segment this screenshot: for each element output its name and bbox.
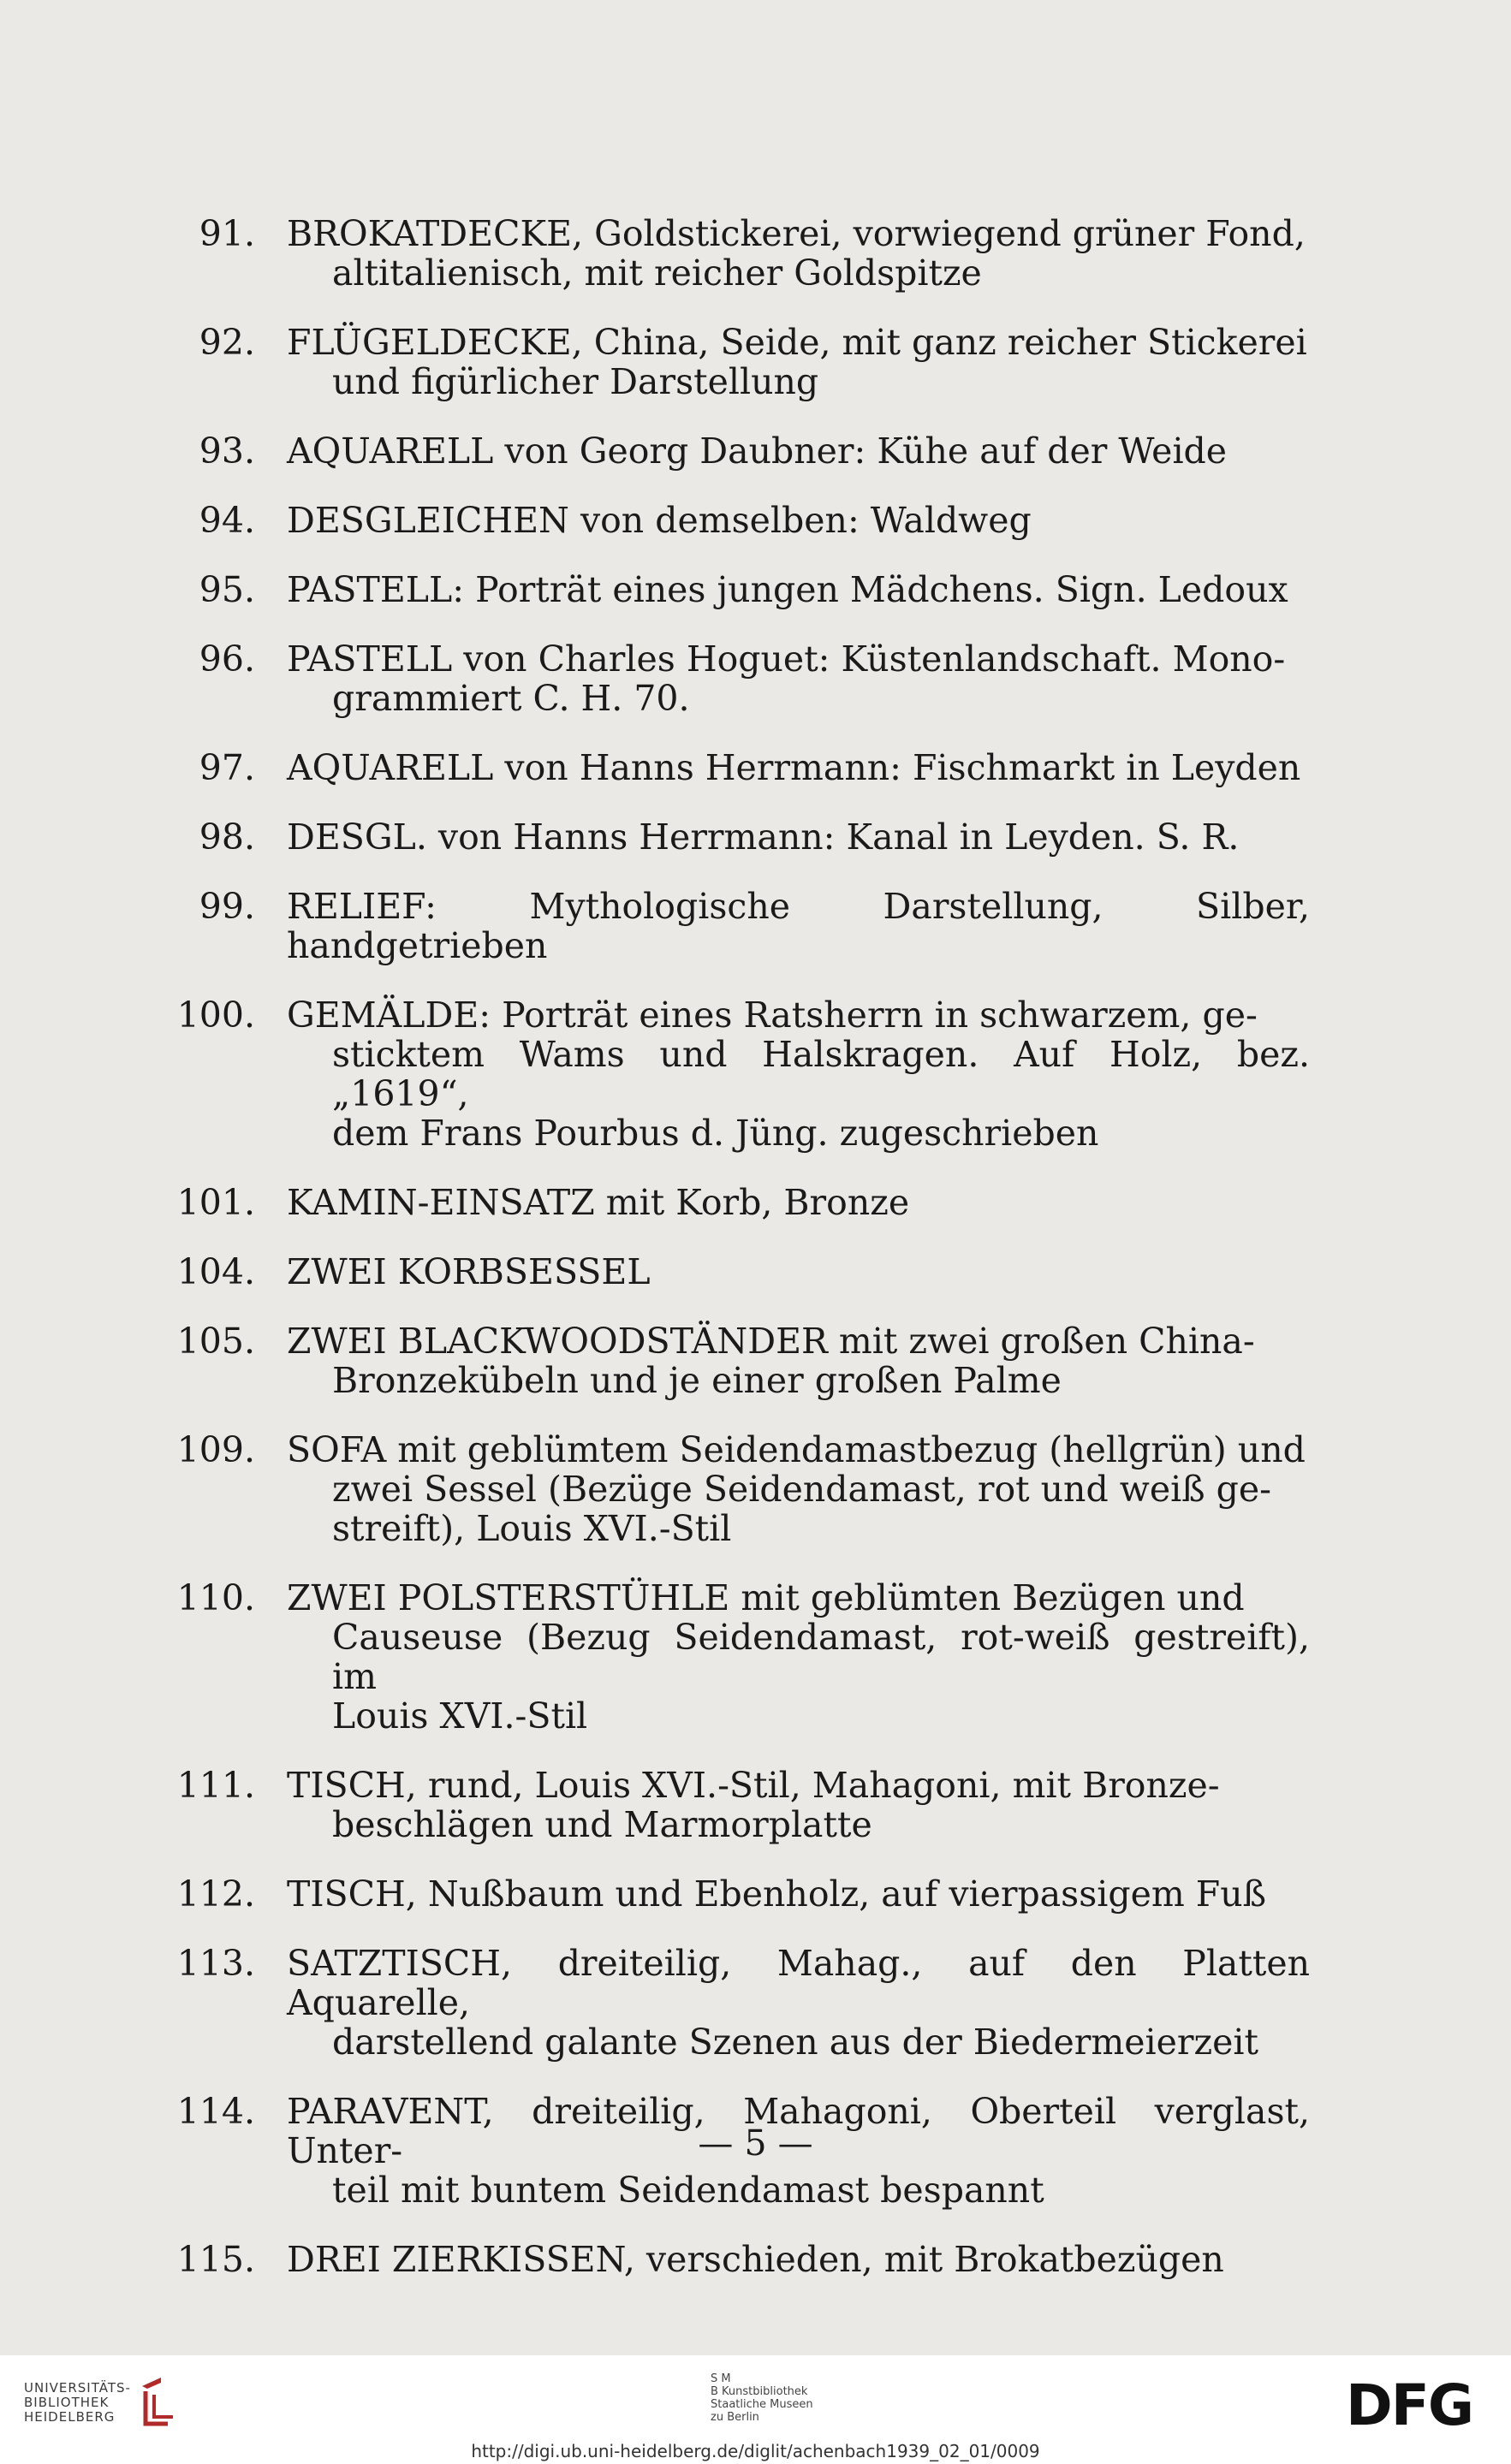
entry-line: dem Frans Pourbus d. Jüng. zugeschrieben: [332, 1113, 1099, 1154]
uni-line: UNIVERSITÄTS-: [24, 2380, 131, 2396]
entry-description: [287, 323, 1310, 401]
entry-line: SATZTISCH, dreiteilig, Mahag., auf den Platten Aquarelle,: [287, 1943, 1310, 2023]
university-logo-icon: [135, 2374, 180, 2427]
entry-number: 109.: [176, 1429, 255, 1470]
entry-line: beschlägen und Marmorplatte: [332, 1804, 872, 1845]
entry-number: 101.: [176, 1182, 255, 1223]
entry-line: teil mit buntem Seidendamast bespannt: [332, 2170, 1044, 2211]
catalog-entry: [171, 887, 1310, 965]
catalog-entry: [171, 639, 1310, 718]
entry-description: [287, 1944, 1310, 2062]
catalog-entry: [171, 214, 1310, 293]
entry-description: [287, 1321, 1310, 1400]
entry-number: 100.: [176, 995, 255, 1036]
entry-description: [287, 817, 1310, 857]
catalog-entry: [171, 323, 1310, 401]
footer: [0, 2355, 1511, 2464]
dfg-logo: DFG: [1346, 2372, 1473, 2438]
catalog-entry: [171, 748, 1310, 787]
entry-line: ZWEI BLACKWOODSTÄNDER mit zwei großen China-: [287, 1321, 1255, 1362]
entry-line: altitalienisch, mit reicher Goldspitze: [332, 252, 982, 294]
entry-number: 92.: [199, 322, 255, 363]
entry-description: [287, 570, 1310, 609]
entry-line: DESGL. von Hanns Herrmann: Kanal in Leyden. S. R.: [287, 816, 1240, 858]
entry-description: [287, 639, 1310, 718]
entry-line: GEMÄLDE: Porträt eines Ratsherrn in schwarzem, ge-: [287, 995, 1258, 1036]
uni-line: HEIDELBERG: [24, 2409, 116, 2425]
sm-line: B Kunstbibliothek: [711, 2385, 808, 2398]
entry-description: [287, 1430, 1310, 1548]
university-library-label: [24, 2381, 131, 2425]
entry-number: 99.: [199, 886, 255, 927]
entry-line: DREI ZIERKISSEN, verschieden, mit Brokatbezügen: [287, 2239, 1224, 2280]
sm-line: Staatliche Museen: [711, 2398, 813, 2411]
entry-line: und figürlicher Darstellung: [332, 361, 819, 402]
entry-line: AQUARELL von Hanns Herrmann: Fischmarkt in Leyden: [287, 747, 1301, 788]
entry-line: RELIEF: Mythologische Darstellung, Silber, handgetrieben: [287, 886, 1310, 966]
catalog-entry: [171, 995, 1310, 1153]
entry-number: 111.: [176, 1765, 255, 1806]
entry-number: 93.: [199, 430, 255, 472]
entry-description: [287, 431, 1310, 471]
entry-line: PASTELL von Charles Hoguet: Küstenlandschaft. Mono-: [287, 638, 1286, 680]
entry-number: 110.: [176, 1577, 255, 1618]
entry-number: 91.: [199, 213, 255, 254]
entry-line: Causeuse (Bezug Seidendamast, rot-weiß gestreift), im: [332, 1617, 1310, 1697]
source-url[interactable]: http://digi.ub.uni-heidelberg.de/diglit/achenbach1939_02_01/0009: [471, 2441, 1040, 2461]
sm-line: zu Berlin: [711, 2411, 759, 2424]
entry-number: 115.: [176, 2239, 255, 2280]
entry-line: AQUARELL von Georg Daubner: Kühe auf der Weide: [287, 430, 1228, 472]
catalog-entries: [171, 214, 1310, 2309]
entry-number: 97.: [199, 747, 255, 788]
entry-description: [287, 2240, 1310, 2279]
entry-line: darstellend galante Szenen aus der Biedermeierzeit: [332, 2022, 1258, 2063]
entry-number: 114.: [176, 2091, 255, 2132]
catalog-entry: [171, 1430, 1310, 1548]
entry-description: [287, 748, 1310, 787]
entry-line: Louis XVI.-Stil: [332, 1695, 588, 1737]
entry-line: KAMIN-EINSATZ mit Korb, Bronze: [287, 1182, 910, 1223]
entry-number: 113.: [176, 1943, 255, 1984]
catalog-entry: [171, 1183, 1310, 1222]
entry-description: [287, 501, 1310, 540]
catalog-entry: [171, 1874, 1310, 1914]
entry-number: 96.: [199, 638, 255, 680]
entry-description: [287, 1874, 1310, 1914]
catalog-entry: [171, 1321, 1310, 1400]
catalog-entry: [171, 431, 1310, 471]
entry-description: [287, 1183, 1310, 1222]
page-number: — 5 —: [698, 2123, 813, 2164]
entry-line: zwei Sessel (Bezüge Seidendamast, rot und weiß ge-: [332, 1469, 1271, 1510]
entry-line: PARAVENT, dreiteilig, Mahagoni, Oberteil verglast, Unter-: [287, 2091, 1310, 2171]
entry-line: Bronzekübeln und je einer großen Palme: [332, 1360, 1062, 1401]
entry-line: ZWEI POLSTERSTÜHLE mit geblümten Bezügen und: [287, 1577, 1245, 1618]
entry-description: [287, 995, 1310, 1153]
catalog-entry: [171, 1944, 1310, 2062]
entry-line: sticktem Wams und Halskragen. Auf Holz, bez. „1619“,: [332, 1034, 1310, 1114]
entry-description: [287, 887, 1310, 965]
catalog-entry: [171, 1766, 1310, 1844]
catalog-entry: [171, 1578, 1310, 1736]
entry-line: SOFA mit geblümtem Seidendamastbezug (hellgrün) und: [287, 1429, 1306, 1470]
entry-number: 98.: [199, 816, 255, 858]
entry-line: TISCH, Nußbaum und Ebenholz, auf vierpassigem Fuß: [287, 1873, 1267, 1915]
uni-line: BIBLIOTHEK: [24, 2395, 110, 2410]
entry-line: DESGLEICHEN von demselben: Waldweg: [287, 500, 1032, 541]
catalog-entry: [171, 2240, 1310, 2279]
entry-number: 104.: [176, 1251, 255, 1292]
entry-description: [287, 1578, 1310, 1736]
entry-number: 95.: [199, 569, 255, 610]
entry-line: TISCH, rund, Louis XVI.-Stil, Mahagoni, mit Bronze-: [287, 1765, 1220, 1806]
entry-line: FLÜGELDECKE, China, Seide, mit ganz reicher Stickerei: [287, 322, 1307, 363]
entry-number: 112.: [176, 1873, 255, 1915]
catalog-entry: [171, 1252, 1310, 1291]
entry-line: streift), Louis XVI.-Stil: [332, 1508, 732, 1549]
entry-description: [287, 214, 1310, 293]
sm-kunstbibliothek-label: [711, 2372, 813, 2424]
entry-number: 105.: [176, 1321, 255, 1362]
entry-number: 94.: [199, 500, 255, 541]
entry-line: grammiert C. H. 70.: [332, 678, 690, 719]
entry-line: BROKATDECKE, Goldstickerei, vorwiegend grüner Fond,: [287, 213, 1306, 254]
entry-line: PASTELL: Porträt eines jungen Mädchens. Sign. Ledoux: [287, 569, 1288, 610]
entry-description: [287, 1766, 1310, 1844]
catalog-entry: [171, 817, 1310, 857]
entry-description: [287, 1252, 1310, 1291]
entry-line: ZWEI KORBSESSEL: [287, 1251, 651, 1292]
catalog-entry: [171, 570, 1310, 609]
catalog-entry: [171, 501, 1310, 540]
sm-line: S M: [711, 2372, 731, 2385]
